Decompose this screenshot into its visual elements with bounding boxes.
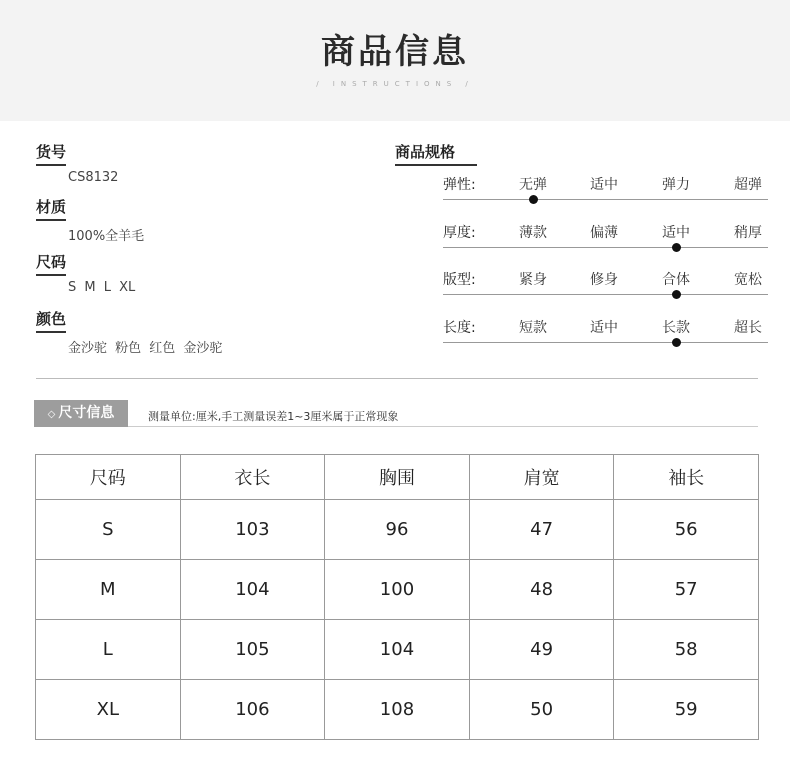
- spec-option: 无弹: [519, 177, 547, 193]
- table-cell: 104: [180, 560, 325, 620]
- info-item-sku: [36, 141, 118, 185]
- info-value: 100%全羊毛: [68, 229, 145, 244]
- spec-indicator-dot: [529, 195, 538, 204]
- table-cell: 103: [180, 500, 325, 560]
- info-item-material: [36, 196, 144, 244]
- size-section-underline: [128, 426, 758, 427]
- spec-option: 紧身: [519, 272, 547, 288]
- info-label: 货号: [36, 141, 66, 166]
- spec-row-thickness: [443, 222, 768, 256]
- spec-option: 修身: [590, 272, 618, 288]
- spec-label: 厚度:: [443, 225, 476, 241]
- size-note: 测量单位:厘米,手工测量误差1~3厘米属于正常现象: [148, 410, 399, 423]
- spec-scale-line: [443, 247, 768, 248]
- column-header: 衣长: [180, 455, 325, 500]
- table-cell: 49: [469, 620, 614, 680]
- section-divider: [36, 378, 758, 379]
- diamond-icon: ◇: [47, 409, 56, 420]
- spec-title: 商品规格: [395, 141, 477, 166]
- table-cell: 100: [325, 560, 470, 620]
- table-cell: 58: [614, 620, 759, 680]
- spec-option: 短款: [519, 320, 547, 336]
- table-row: [36, 620, 759, 680]
- column-header: 肩宽: [469, 455, 614, 500]
- table-cell: 57: [614, 560, 759, 620]
- spec-option: 弹力: [662, 177, 690, 193]
- table-cell: L: [36, 620, 181, 680]
- spec-option: 偏薄: [590, 225, 618, 241]
- info-item-color: [36, 308, 222, 356]
- table-cell: 108: [325, 680, 470, 740]
- table-cell: 96: [325, 500, 470, 560]
- spec-row-length: [443, 317, 768, 351]
- page-subtitle: / INSTRUCTIONS /: [316, 80, 474, 88]
- info-item-size: [36, 251, 135, 295]
- spec-indicator-dot: [672, 290, 681, 299]
- spec-option: 稍厚: [734, 225, 762, 241]
- spec-option: 合体: [662, 272, 690, 288]
- spec-label: 长度:: [443, 320, 476, 336]
- table-cell: 50: [469, 680, 614, 740]
- table-cell: S: [36, 500, 181, 560]
- spec-option: 超长: [734, 320, 762, 336]
- table-row: [36, 680, 759, 740]
- page-title: 商品信息: [321, 32, 469, 72]
- table-cell: 47: [469, 500, 614, 560]
- column-header: 尺码: [36, 455, 181, 500]
- spec-label: 版型:: [443, 272, 476, 288]
- spec-scale-line: [443, 199, 768, 200]
- spec-option: 超弹: [734, 177, 762, 193]
- info-value: 金沙驼 粉色 红色 金沙驼: [68, 341, 223, 356]
- spec-label: 弹性:: [443, 177, 476, 193]
- table-cell: 56: [614, 500, 759, 560]
- info-value: S M L XL: [68, 280, 136, 295]
- spec-option: 薄款: [519, 225, 547, 241]
- table-row: [36, 560, 759, 620]
- info-value: CS8132: [68, 170, 119, 185]
- table-header-row: [36, 455, 759, 500]
- table-cell: M: [36, 560, 181, 620]
- info-label: 尺码: [36, 251, 66, 276]
- spec-option: 宽松: [734, 272, 762, 288]
- spec-scale-line: [443, 294, 768, 295]
- table-cell: XL: [36, 680, 181, 740]
- info-label: 材质: [36, 196, 66, 221]
- spec-option: 适中: [590, 320, 618, 336]
- column-header: 胸围: [325, 455, 470, 500]
- size-section-title: 尺寸信息: [58, 405, 115, 421]
- spec-indicator-dot: [672, 243, 681, 252]
- table-cell: 105: [180, 620, 325, 680]
- info-label: 颜色: [36, 308, 66, 333]
- size-section-tag: [34, 400, 128, 427]
- spec-indicator-dot: [672, 338, 681, 347]
- table-cell: 59: [614, 680, 759, 740]
- spec-option: 适中: [662, 225, 690, 241]
- spec-scale-line: [443, 342, 768, 343]
- spec-option: 长款: [662, 320, 690, 336]
- table-row: [36, 500, 759, 560]
- spec-option: 适中: [590, 177, 618, 193]
- size-table: [35, 454, 759, 740]
- table-cell: 106: [180, 680, 325, 740]
- header-banner: [0, 0, 790, 121]
- spec-row-fit: [443, 269, 768, 303]
- table-cell: 48: [469, 560, 614, 620]
- column-header: 袖长: [614, 455, 759, 500]
- table-cell: 104: [325, 620, 470, 680]
- spec-row-elasticity: [443, 174, 768, 208]
